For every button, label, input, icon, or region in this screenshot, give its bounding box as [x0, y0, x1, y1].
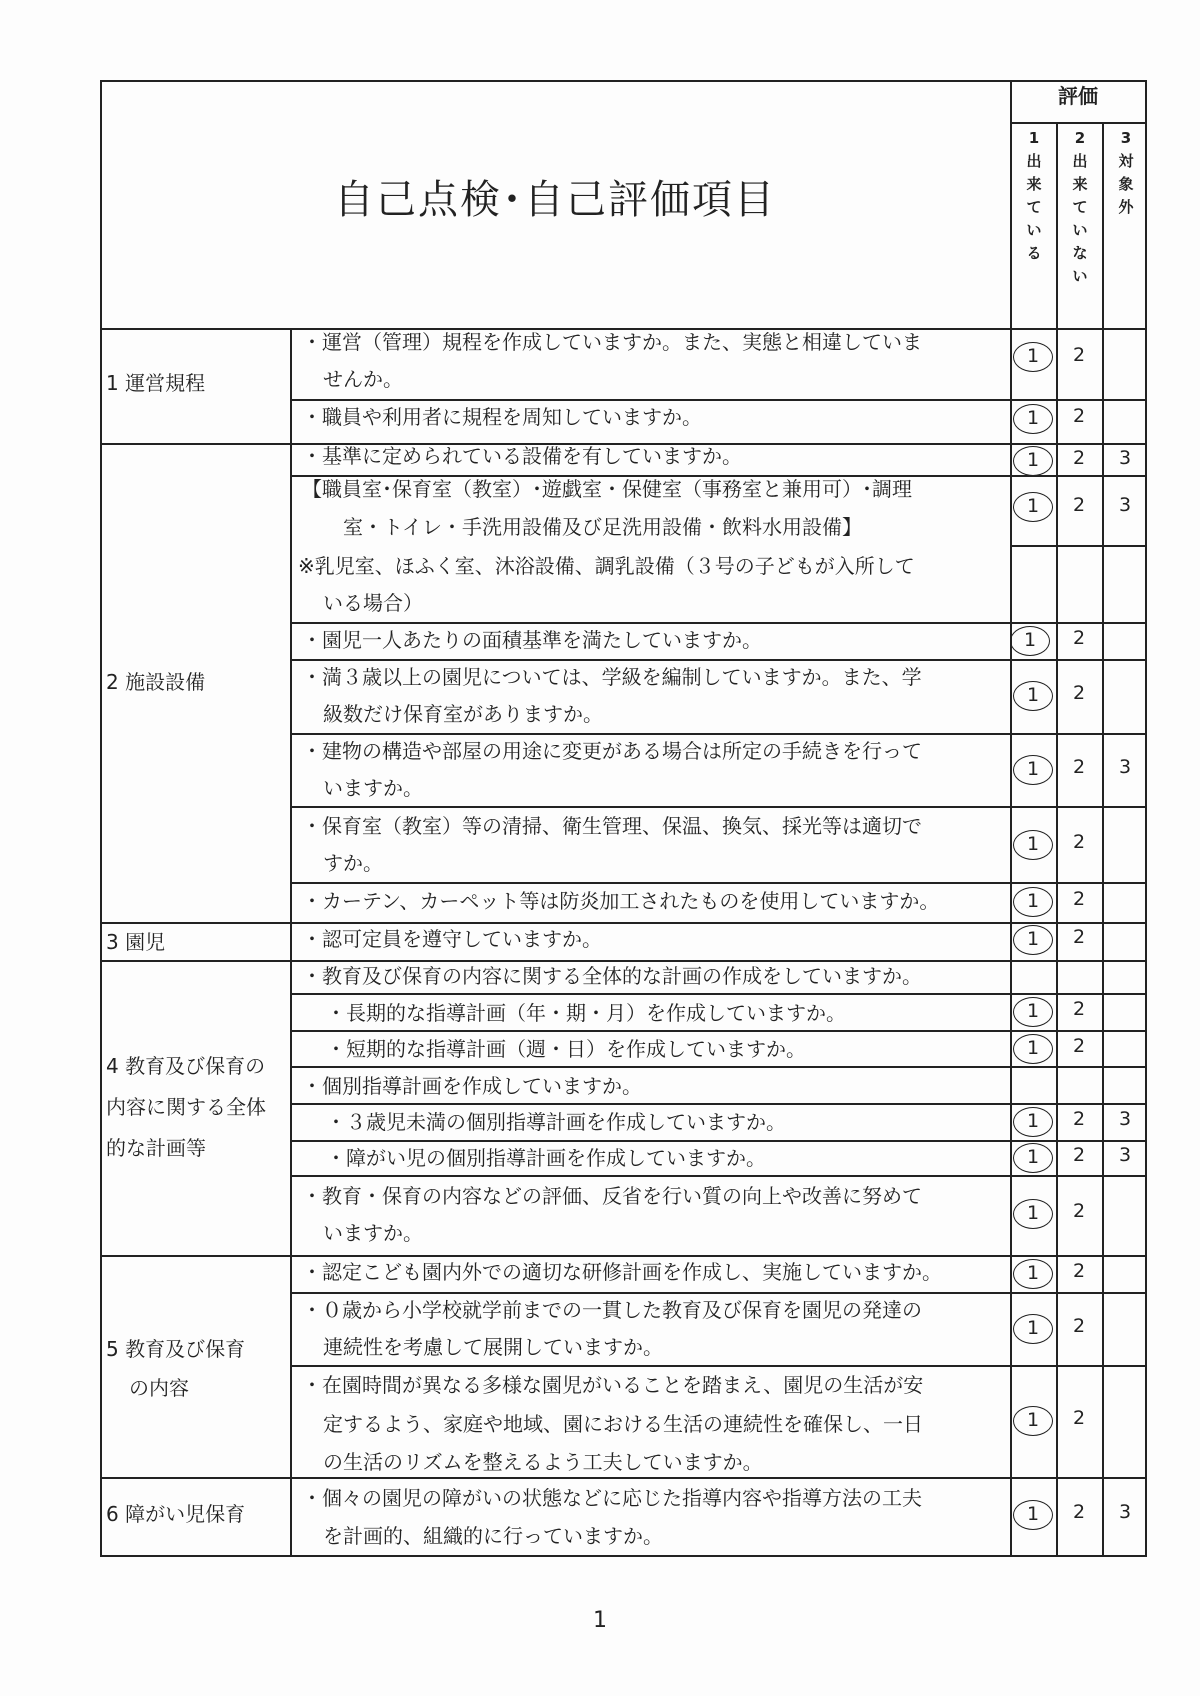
- circled-mark: 1: [1013, 830, 1053, 860]
- category-divider: [290, 329, 292, 1557]
- eval-mark: 2: [1072, 494, 1086, 516]
- item-line: [291, 1103, 1147, 1105]
- circled-mark: 1: [1013, 404, 1053, 434]
- category-label: 5 教育及び保育: [106, 1337, 246, 1361]
- eval-mark: 2: [1072, 344, 1086, 366]
- eval-header-line: [1010, 122, 1147, 124]
- item-text: ・教育・保育の内容などの評価、反省を行い質の向上や改善に努めて: [302, 1184, 922, 1208]
- item-text: 【職員室･保育室（教室）･遊戯室・保健室（事務室と兼用可）･調理: [302, 477, 912, 501]
- category-label: 的な計画等: [106, 1136, 206, 1160]
- item-line: [1010, 545, 1147, 547]
- category-label: の内容: [129, 1376, 189, 1400]
- eval-mark: 2: [1072, 1260, 1086, 1282]
- eval-mark: 2: [1072, 831, 1086, 853]
- eval-column-not-applicable: 3 対 象 外: [1118, 129, 1134, 216]
- eval-mark: 3: [1118, 1108, 1132, 1130]
- circled-mark: 1: [1010, 626, 1050, 656]
- item-text: ・認定こども園内外での適切な研修計画を作成し、実施していますか。: [302, 1260, 942, 1284]
- item-text: ・教育及び保育の内容に関する全体的な計画の作成をしていますか。: [302, 964, 922, 988]
- eval-mark: 2: [1072, 1144, 1086, 1166]
- category-label: 3 園児: [106, 930, 166, 954]
- item-text: ・園児一人あたりの面積基準を満たしていますか。: [302, 628, 762, 652]
- item-line: [291, 1030, 1147, 1032]
- circled-mark: 1: [1013, 887, 1053, 917]
- item-text: ・基準に定められている設備を有していますか。: [302, 444, 742, 468]
- item-text: ・長期的な指導計画（年・期・月）を作成していますか。: [326, 1001, 846, 1025]
- circled-mark: 1: [1013, 1034, 1053, 1064]
- item-line: [291, 1175, 1147, 1177]
- page-title: 自己点検･自己評価項目: [334, 177, 776, 223]
- category-label: 内容に関する全体: [106, 1095, 266, 1119]
- eval-mark: 3: [1118, 756, 1132, 778]
- item-line: [291, 993, 1147, 995]
- item-text: すか。: [323, 851, 383, 875]
- item-text: 級数だけ保育室がありますか。: [323, 702, 603, 726]
- eval-mark: 2: [1072, 627, 1086, 649]
- item-line: [291, 1365, 1147, 1367]
- item-text: いますか。: [323, 1221, 423, 1245]
- circled-mark: 1: [1013, 997, 1053, 1027]
- item-text: を計画的、組織的に行っていますか。: [323, 1524, 663, 1548]
- eval-mark: 3: [1118, 1501, 1132, 1523]
- eval-mark: 2: [1072, 756, 1086, 778]
- circled-mark: 1: [1013, 1107, 1053, 1137]
- item-text: せんか。: [323, 367, 403, 391]
- item-text: ・３歳児未満の個別指導計画を作成していますか。: [326, 1110, 786, 1134]
- circled-mark: 1: [1013, 1259, 1053, 1289]
- eval-mark: 2: [1072, 888, 1086, 910]
- eval-divider-3: [1102, 122, 1104, 1557]
- circled-mark: 1: [1013, 681, 1053, 711]
- item-text: ・カーテン、カーペット等は防炎加工されたものを使用していますか。: [302, 889, 940, 913]
- item-text: ・個別指導計画を作成していますか。: [302, 1074, 642, 1098]
- item-text: 定するよう、家庭や地域、園における生活の連続性を確保し、一日: [323, 1412, 923, 1436]
- eval-mark: 3: [1118, 447, 1132, 469]
- item-text: ※乳児室、ほふく室、沐浴設備、調乳設備（３号の子どもが入所して: [298, 554, 915, 578]
- circled-mark: 1: [1013, 1314, 1053, 1344]
- item-text: ・短期的な指導計画（週・日）を作成していますか。: [326, 1037, 806, 1061]
- circled-mark: 1: [1013, 925, 1053, 955]
- item-text: ・０歳から小学校就学前までの一貫した教育及び保育を園児の発達の: [302, 1298, 922, 1322]
- item-text: ・認可定員を遵守していますか。: [302, 927, 602, 951]
- item-text: ・保育室（教室）等の清掃、衛生管理、保温、換気、採光等は適切で: [302, 814, 922, 838]
- eval-column-done: 1 出 来 て い る: [1026, 129, 1042, 262]
- eval-mark: 2: [1072, 1315, 1086, 1337]
- page-number: 1: [593, 1608, 607, 1633]
- eval-mark: 2: [1072, 447, 1086, 469]
- circled-mark: 1: [1013, 1199, 1053, 1229]
- circled-mark: 1: [1013, 492, 1053, 522]
- eval-mark: 2: [1072, 1035, 1086, 1057]
- circled-mark: 1: [1013, 342, 1053, 372]
- eval-mark: 2: [1072, 1407, 1086, 1429]
- item-text: ・運営（管理）規程を作成していますか。また、実態と相違していま: [302, 330, 922, 354]
- eval-mark: 2: [1072, 1108, 1086, 1130]
- eval-mark: 2: [1072, 998, 1086, 1020]
- circled-mark: 1: [1013, 1406, 1053, 1436]
- category-label: 6 障がい児保育: [106, 1502, 246, 1526]
- category-label: 1 運営規程: [106, 371, 206, 395]
- circled-mark: 1: [1013, 1143, 1053, 1173]
- item-text: の生活のリズムを整えるよう工夫していますか。: [323, 1450, 763, 1474]
- item-line: [291, 882, 1147, 884]
- item-text: ・建物の構造や部屋の用途に変更がある場合は所定の手続きを行って: [302, 739, 922, 763]
- eval-mark: 2: [1072, 1200, 1086, 1222]
- category-label: 2 施設設備: [106, 670, 206, 694]
- eval-mark: 2: [1072, 1501, 1086, 1523]
- circled-mark: 1: [1013, 446, 1053, 476]
- eval-column-not-done: 2 出 来 て い な い: [1072, 129, 1088, 285]
- item-text: 連続性を考慮して展開していますか。: [323, 1335, 663, 1359]
- item-text: ・職員や利用者に規程を周知していますか。: [302, 405, 702, 429]
- eval-mark: 2: [1072, 682, 1086, 704]
- item-line: [291, 1066, 1147, 1068]
- item-text: ・個々の園児の障がいの状態などに応じた指導内容や指導方法の工夫: [302, 1486, 922, 1510]
- eval-mark: 3: [1118, 494, 1132, 516]
- eval-mark: 3: [1118, 1144, 1132, 1166]
- item-text: いる場合）: [323, 591, 423, 615]
- category-label: 4 教育及び保育の: [106, 1054, 266, 1078]
- item-text: いますか。: [323, 776, 423, 800]
- circled-mark: 1: [1013, 1500, 1053, 1530]
- item-line: [291, 806, 1147, 808]
- item-text: ・在園時間が異なる多様な園児がいることを踏まえ、園児の生活が安: [302, 1373, 924, 1397]
- item-text: 室・トイレ・手洗用設備及び足洗用設備・飲料水用設備】: [343, 515, 862, 539]
- eval-mark: 2: [1072, 405, 1086, 427]
- eval-divider-1: [1010, 80, 1012, 1557]
- eval-mark: 2: [1072, 926, 1086, 948]
- item-text: ・満３歳以上の園児については、学級を編制していますか。また、学: [302, 665, 922, 689]
- evaluation-header: 評価: [1058, 84, 1098, 108]
- circled-mark: 1: [1013, 755, 1053, 785]
- category-line: [100, 922, 1147, 924]
- item-text: ・障がい児の個別指導計画を作成していますか。: [326, 1146, 766, 1170]
